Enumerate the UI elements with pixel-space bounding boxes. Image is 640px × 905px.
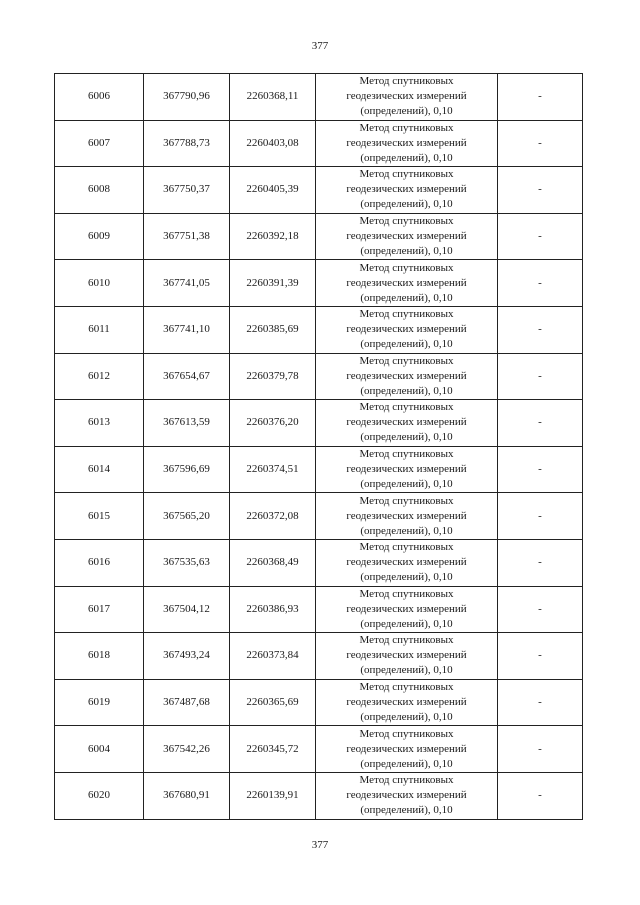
method-cell — [316, 353, 498, 400]
x-coordinate-cell: 367493,24 — [144, 633, 230, 680]
method-line: Метод спутниковых — [359, 587, 454, 600]
note-cell: - — [498, 213, 583, 260]
table-row — [55, 679, 583, 726]
point-number-cell: 6012 — [55, 353, 144, 400]
method-line: геодезических измерений — [346, 90, 467, 103]
method-cell — [316, 726, 498, 773]
method-cell — [316, 493, 498, 540]
note-cell: - — [498, 400, 583, 447]
y-coordinate-cell: 2260368,49 — [230, 539, 316, 586]
method-cell — [316, 633, 498, 680]
table-row — [55, 726, 583, 773]
method-line: геодезических измерений — [346, 323, 467, 336]
x-coordinate-cell: 367504,12 — [144, 586, 230, 633]
method-line: (определений), 0,10 — [360, 524, 453, 537]
point-number-cell: 6014 — [55, 446, 144, 493]
coordinates-table-body — [55, 74, 583, 820]
table-row — [55, 167, 583, 214]
method-line: (определений), 0,10 — [360, 757, 453, 770]
method-line: Метод спутниковых — [359, 774, 454, 787]
y-coordinate-cell: 2260391,39 — [230, 260, 316, 307]
point-number-cell: 6019 — [55, 679, 144, 726]
note-cell: - — [498, 679, 583, 726]
method-line: (определений), 0,10 — [360, 804, 453, 817]
x-coordinate-cell: 367741,10 — [144, 306, 230, 353]
method-line: Метод спутниковых — [359, 541, 454, 554]
method-line: Метод спутниковых — [359, 494, 454, 507]
y-coordinate-cell: 2260385,69 — [230, 306, 316, 353]
coordinates-table — [54, 73, 583, 820]
method-line: (определений), 0,10 — [360, 245, 453, 258]
point-number-cell: 6020 — [55, 772, 144, 819]
method-line: геодезических измерений — [346, 509, 467, 522]
method-line: (определений), 0,10 — [360, 664, 453, 677]
point-number-cell: 6015 — [55, 493, 144, 540]
point-number-cell: 6008 — [55, 167, 144, 214]
note-cell: - — [498, 726, 583, 773]
method-line: Метод спутниковых — [359, 727, 454, 740]
note-cell: - — [498, 539, 583, 586]
page-number-bottom: 377 — [311, 839, 329, 851]
table-row — [55, 74, 583, 121]
point-number-cell: 6009 — [55, 213, 144, 260]
method-line: геодезических измерений — [346, 416, 467, 429]
note-cell: - — [498, 772, 583, 819]
method-line: Метод спутниковых — [359, 681, 454, 694]
method-cell — [316, 306, 498, 353]
x-coordinate-cell: 367487,68 — [144, 679, 230, 726]
method-line: (определений), 0,10 — [360, 617, 453, 630]
note-cell: - — [498, 306, 583, 353]
method-line: Метод спутниковых — [359, 308, 454, 321]
x-coordinate-cell: 367542,26 — [144, 726, 230, 773]
method-line: геодезических измерений — [346, 742, 467, 755]
note-cell: - — [498, 353, 583, 400]
method-line: геодезических измерений — [346, 789, 467, 802]
point-number-cell: 6004 — [55, 726, 144, 773]
method-line: Метод спутниковых — [359, 448, 454, 461]
method-line: (определений), 0,10 — [360, 478, 453, 491]
page-number-top: 377 — [311, 40, 329, 52]
note-cell: - — [498, 120, 583, 167]
x-coordinate-cell: 367788,73 — [144, 120, 230, 167]
method-line: (определений), 0,10 — [360, 291, 453, 304]
y-coordinate-cell: 2260373,84 — [230, 633, 316, 680]
x-coordinate-cell: 367596,69 — [144, 446, 230, 493]
table-row — [55, 633, 583, 680]
y-coordinate-cell: 2260365,69 — [230, 679, 316, 726]
table-row — [55, 260, 583, 307]
note-cell: - — [498, 633, 583, 680]
x-coordinate-cell: 367565,20 — [144, 493, 230, 540]
method-line: (определений), 0,10 — [360, 151, 453, 164]
table-row — [55, 120, 583, 167]
x-coordinate-cell: 367680,91 — [144, 772, 230, 819]
y-coordinate-cell: 2260405,39 — [230, 167, 316, 214]
point-number-cell: 6017 — [55, 586, 144, 633]
note-cell: - — [498, 167, 583, 214]
method-cell — [316, 772, 498, 819]
point-number-cell: 6010 — [55, 260, 144, 307]
method-line: Метод спутниковых — [359, 121, 454, 134]
y-coordinate-cell: 2260392,18 — [230, 213, 316, 260]
method-line: геодезических измерений — [346, 463, 467, 476]
method-line: Метод спутниковых — [359, 354, 454, 367]
x-coordinate-cell: 367535,63 — [144, 539, 230, 586]
method-line: Метод спутниковых — [359, 401, 454, 414]
y-coordinate-cell: 2260372,08 — [230, 493, 316, 540]
method-line: (определений), 0,10 — [360, 384, 453, 397]
point-number-cell: 6006 — [55, 74, 144, 121]
method-line: геодезических измерений — [346, 183, 467, 196]
method-line: Метод спутниковых — [359, 634, 454, 647]
method-line: (определений), 0,10 — [360, 711, 453, 724]
y-coordinate-cell: 2260139,91 — [230, 772, 316, 819]
y-coordinate-cell: 2260345,72 — [230, 726, 316, 773]
table-row — [55, 400, 583, 447]
method-cell — [316, 167, 498, 214]
method-cell — [316, 586, 498, 633]
method-line: геодезических измерений — [346, 136, 467, 149]
method-line: геодезических измерений — [346, 556, 467, 569]
method-line: Метод спутниковых — [359, 75, 454, 88]
method-line: (определений), 0,10 — [360, 431, 453, 444]
table-row — [55, 213, 583, 260]
y-coordinate-cell: 2260379,78 — [230, 353, 316, 400]
table-row — [55, 306, 583, 353]
method-line: Метод спутниковых — [359, 168, 454, 181]
x-coordinate-cell: 367750,37 — [144, 167, 230, 214]
method-cell — [316, 679, 498, 726]
y-coordinate-cell: 2260374,51 — [230, 446, 316, 493]
note-cell: - — [498, 446, 583, 493]
point-number-cell: 6016 — [55, 539, 144, 586]
method-cell — [316, 213, 498, 260]
method-line: (определений), 0,10 — [360, 571, 453, 584]
method-line: (определений), 0,10 — [360, 105, 453, 118]
y-coordinate-cell: 2260403,08 — [230, 120, 316, 167]
x-coordinate-cell: 367613,59 — [144, 400, 230, 447]
method-line: геодезических измерений — [346, 649, 467, 662]
method-line: (определений), 0,10 — [360, 198, 453, 211]
x-coordinate-cell: 367741,05 — [144, 260, 230, 307]
note-cell: - — [498, 74, 583, 121]
method-line: Метод спутниковых — [359, 261, 454, 274]
note-cell: - — [498, 586, 583, 633]
method-line: геодезических измерений — [346, 696, 467, 709]
note-cell: - — [498, 493, 583, 540]
table-row — [55, 772, 583, 819]
x-coordinate-cell: 367790,96 — [144, 74, 230, 121]
x-coordinate-cell: 367654,67 — [144, 353, 230, 400]
method-cell — [316, 400, 498, 447]
method-cell — [316, 74, 498, 121]
table-row — [55, 493, 583, 540]
point-number-cell: 6013 — [55, 400, 144, 447]
x-coordinate-cell: 367751,38 — [144, 213, 230, 260]
method-line: геодезических измерений — [346, 602, 467, 615]
y-coordinate-cell: 2260376,20 — [230, 400, 316, 447]
point-number-cell: 6011 — [55, 306, 144, 353]
method-line: геодезических измерений — [346, 369, 467, 382]
table-row — [55, 446, 583, 493]
y-coordinate-cell: 2260368,11 — [230, 74, 316, 121]
method-line: (определений), 0,10 — [360, 338, 453, 351]
method-line: Метод спутниковых — [359, 215, 454, 228]
method-cell — [316, 539, 498, 586]
y-coordinate-cell: 2260386,93 — [230, 586, 316, 633]
table-row — [55, 353, 583, 400]
method-cell — [316, 260, 498, 307]
point-number-cell: 6007 — [55, 120, 144, 167]
note-cell: - — [498, 260, 583, 307]
method-cell — [316, 120, 498, 167]
method-line: геодезических измерений — [346, 276, 467, 289]
table-row — [55, 539, 583, 586]
method-cell — [316, 446, 498, 493]
method-line: геодезических измерений — [346, 230, 467, 243]
table-row — [55, 586, 583, 633]
point-number-cell: 6018 — [55, 633, 144, 680]
